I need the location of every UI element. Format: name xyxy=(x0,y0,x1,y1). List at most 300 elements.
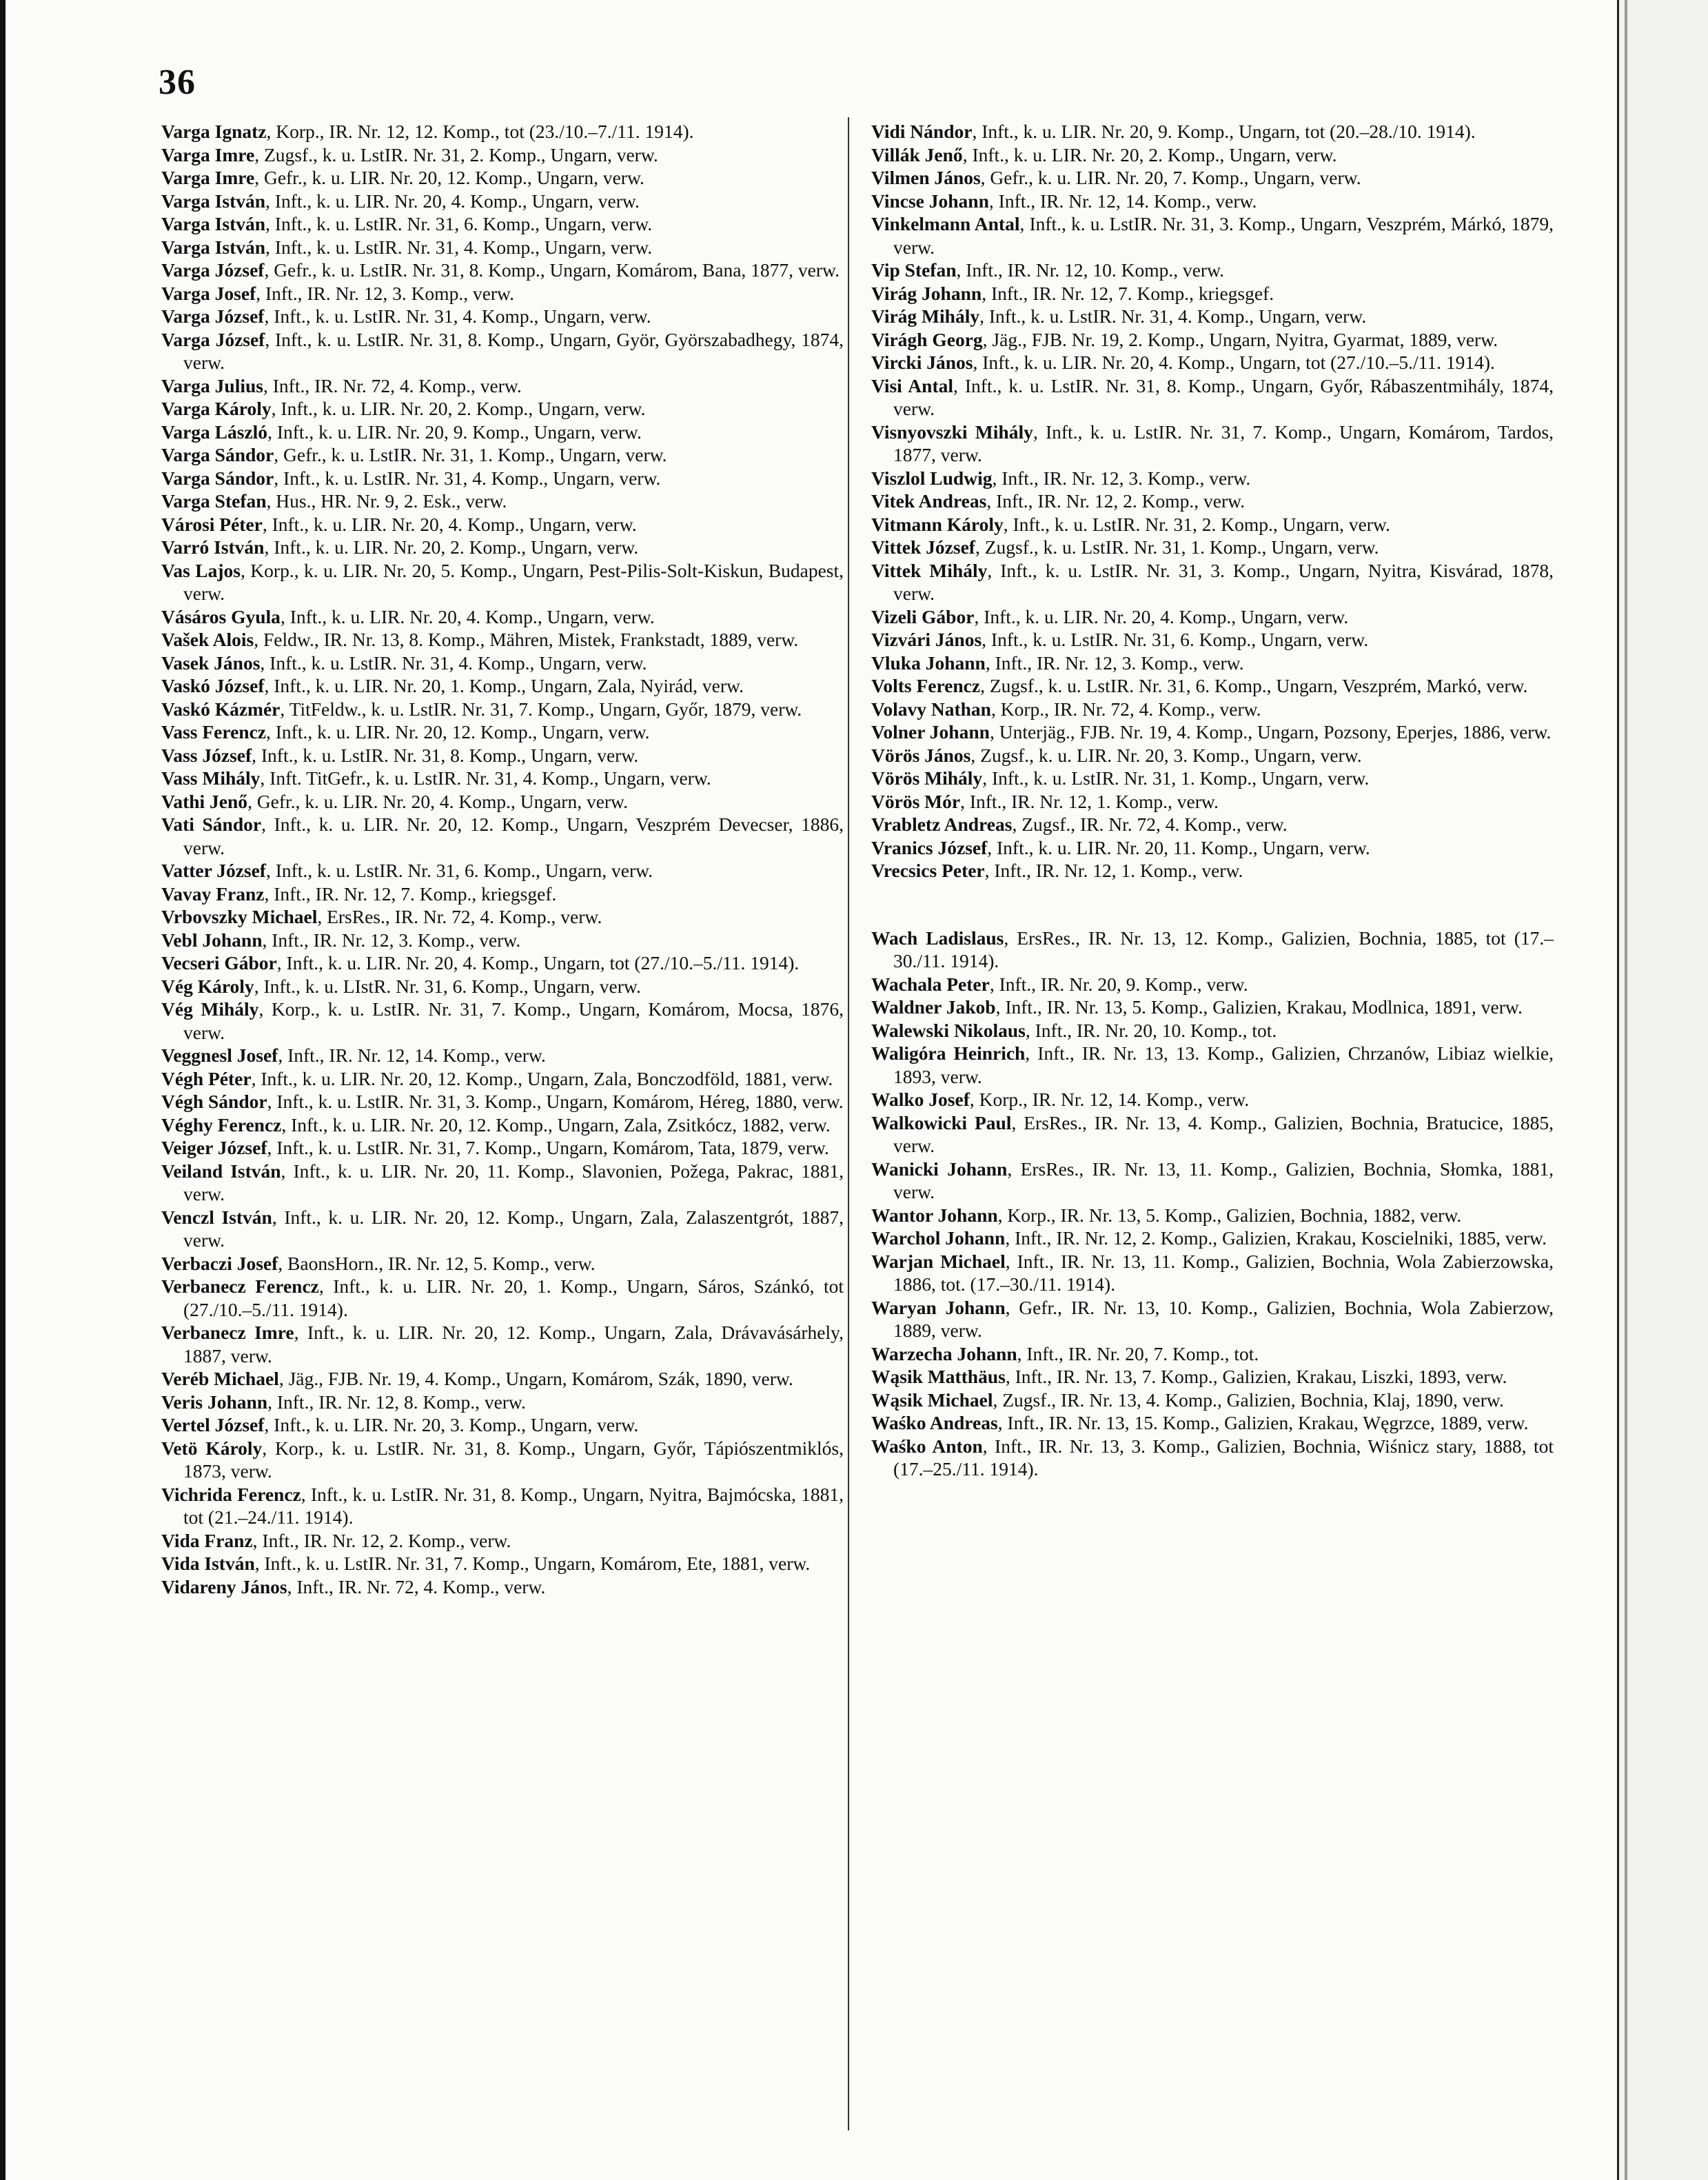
entry-details: , Korp., k. u. LstIR. Nr. 31, 8. Komp., Ungarn, Győr, Tápiószentmiklós, 1873, verw. xyxy=(183,1437,844,1482)
column-divider xyxy=(848,117,849,2130)
register-entry xyxy=(871,559,1554,605)
entry-details: , Korp., IR. Nr. 12, 14. Komp., verw. xyxy=(969,1089,1250,1110)
entry-name: Vathi Jenő xyxy=(161,790,248,812)
register-entry xyxy=(161,951,844,975)
entry-name: Vittek József xyxy=(871,536,975,558)
entry-details: , Korp., k. u. LstIR. Nr. 31, 7. Komp., Ungarn, Komárom, Mocsa, 1876, verw. xyxy=(183,998,844,1043)
entry-name: Vörös Mór xyxy=(871,790,961,812)
register-entry xyxy=(161,467,844,490)
register-entry xyxy=(161,1391,844,1414)
entry-name: Vrecsics Peter xyxy=(871,860,985,881)
entry-details: , Inft., IR. Nr. 20, 10. Komp., tot. xyxy=(1025,1019,1277,1041)
register-entry xyxy=(161,559,844,605)
register-entry xyxy=(161,767,844,790)
entry-details: , Inft., IR. Nr. 12, 7. Komp., kriegsgef. xyxy=(982,282,1274,304)
entry-details: , Zugsf., k. u. LstIR. Nr. 31, 1. Komp., Ungarn, verw. xyxy=(975,536,1379,558)
register-entry xyxy=(871,1042,1554,1088)
entry-name: Waśko Andreas xyxy=(871,1412,998,1433)
register-entry xyxy=(871,374,1554,421)
entry-details: , Gefr., k. u. LIR. Nr. 20, 7. Komp., Ungarn, verw. xyxy=(980,167,1361,188)
entry-details: , Zugsf., IR. Nr. 72, 4. Komp., verw. xyxy=(1012,814,1288,835)
entry-details: , Inft., k. u. LIR. Nr. 20, 1. Komp., Ungarn, Sáros, Szánkó, tot (27./10.–5./11. 1914). xyxy=(183,1275,844,1320)
entry-name: Waldner Jakob xyxy=(871,996,996,1018)
entry-details: , Inft., IR. Nr. 12, 3. Komp., verw. xyxy=(256,282,515,304)
register-entry xyxy=(161,1090,844,1113)
register-entry xyxy=(871,1111,1554,1158)
entry-name: Vetö Károly xyxy=(161,1437,263,1459)
entry-details: , Unterjäg., FJB. Nr. 19, 4. Komp., Ungarn, Pozsony, Eperjes, 1886, verw. xyxy=(989,721,1552,743)
entry-name: Walko Josef xyxy=(871,1089,970,1110)
register-entry xyxy=(161,859,844,882)
register-entry xyxy=(161,374,844,398)
entry-details: , Inft., IR. Nr. 12, 3. Komp., verw. xyxy=(985,652,1244,674)
entry-details: , Inft., k. u. LIstR. Nr. 31, 6. Komp., Ungarn, verw. xyxy=(254,975,641,997)
entry-name: Varga István xyxy=(161,213,266,234)
entry-name: Vrabletz Andreas xyxy=(871,814,1013,835)
entry-name: Vittek Mihály xyxy=(871,559,988,581)
register-entry xyxy=(871,421,1554,467)
entry-details: , Hus., HR. Nr. 9, 2. Esk., verw. xyxy=(266,490,507,512)
entry-details: , Inft., IR. Nr. 12, 10. Komp., verw. xyxy=(956,259,1225,281)
entry-details: , Inft., IR. Nr. 13, 3. Komp., Galizien, Bochnia, Wiśnicz stary, 1888, tot (17.–25./11. 1914). xyxy=(893,1435,1554,1480)
entry-name: Volts Ferencz xyxy=(871,675,981,696)
register-entry xyxy=(871,328,1554,352)
entry-name: Vitek Andreas xyxy=(871,490,987,512)
section-gap xyxy=(871,882,1554,927)
entry-details: , Inft., k. u. LstIR. Nr. 31, 2. Komp., Ungarn, verw. xyxy=(1003,513,1390,535)
entry-details: , Zugsf., IR. Nr. 13, 4. Komp., Galizien, Bochnia, Klaj, 1890, verw. xyxy=(993,1389,1504,1411)
entry-name: Vatter József xyxy=(161,860,266,881)
register-entry xyxy=(871,628,1554,652)
register-entry xyxy=(161,143,844,167)
register-entry xyxy=(161,628,844,652)
entry-name: Vati Sándor xyxy=(161,814,262,835)
register-entry xyxy=(161,1575,844,1599)
register-entry xyxy=(871,767,1554,790)
entry-name: Városi Péter xyxy=(161,513,263,535)
entry-name: Vip Stefan xyxy=(871,259,957,281)
entry-details: , Inft., k. u. LstIR. Nr. 31, 7. Komp., Ungarn, Komárom, Tardos, 1877, verw. xyxy=(893,421,1554,465)
entry-name: Walewski Nikolaus xyxy=(871,1019,1026,1041)
register-entry xyxy=(871,513,1554,536)
register-entry xyxy=(161,397,844,421)
entry-name: Wach Ladislaus xyxy=(871,927,1004,949)
register-entry xyxy=(161,1252,844,1275)
entry-details: , Inft., IR. Nr. 12, 2. Komp., verw. xyxy=(252,1529,511,1551)
entry-name: Visnyovszki Mihály xyxy=(871,421,1033,443)
register-entry xyxy=(871,859,1554,882)
register-entry xyxy=(871,1296,1554,1342)
register-entry xyxy=(871,282,1554,305)
entry-details: , Inft., k. u. LIR. Nr. 20, 12. Komp., Ungarn, Zala, Zsitkócz, 1882, verw. xyxy=(281,1113,831,1136)
entry-details: , Inft., IR. Nr. 12, 3. Komp., verw. xyxy=(992,467,1251,489)
entry-details: , Inft., k. u. LIR. Nr. 20, 1. Komp., Ungarn, Zala, Nyirád, verw. xyxy=(264,675,744,696)
register-entry xyxy=(161,166,844,190)
entry-details: , Inft., IR. Nr. 12, 7. Komp., kriegsgef. xyxy=(264,882,557,905)
register-entry xyxy=(161,1206,844,1252)
entry-details: , Inft., k. u. LstIR. Nr. 31, 3. Komp., Ungarn, Veszprém, Márkó, 1879, verw. xyxy=(893,213,1554,258)
entry-name: Veiland István xyxy=(161,1160,281,1182)
entry-name: Wąsik Matthäus xyxy=(871,1366,1006,1387)
entry-name: Virágh Georg xyxy=(871,328,983,350)
entry-name: Vranics József xyxy=(871,836,988,858)
register-entry xyxy=(871,1250,1554,1296)
register-entry xyxy=(161,1160,844,1206)
entry-name: Vizvári János xyxy=(871,629,982,650)
entry-details: , Inft., k. u. LIR. Nr. 20, 2. Komp., Ungarn, verw. xyxy=(271,398,646,419)
entry-details: , Inft., k. u. LIR. Nr. 20, 4. Komp., Ungarn, tot (27./10.–5./11. 1914). xyxy=(973,352,1495,373)
entry-name: Vidareny János xyxy=(161,1575,287,1597)
entry-name: Vida Franz xyxy=(161,1529,253,1551)
register-entry xyxy=(161,236,844,259)
entry-name: Vas Lajos xyxy=(161,559,241,581)
entry-details: , Inft., IR. Nr. 12, 14. Komp., verw. xyxy=(988,190,1257,212)
register-entry xyxy=(871,698,1554,721)
register-entry xyxy=(871,836,1554,860)
entry-name: Waśko Anton xyxy=(871,1435,983,1457)
entry-name: Vebl Johann xyxy=(161,929,263,951)
entry-details: , Inft., k. u. LstIR. Nr. 31, 4. Komp., Ungarn, verw. xyxy=(265,236,653,258)
scan-edge-line xyxy=(1625,0,1627,2180)
entry-details: , BaonsHorn., IR. Nr. 12, 5. Komp., verw. xyxy=(278,1252,596,1274)
entry-name: Varga Imre xyxy=(161,143,255,165)
entry-details: , Gefr., IR. Nr. 13, 10. Komp., Galizien, Bochnia, Wola Zabierzow, 1889, verw. xyxy=(893,1296,1554,1341)
register-entry xyxy=(161,1529,844,1553)
entry-details: , Inft., IR. Nr. 20, 7. Komp., tot. xyxy=(1017,1342,1259,1364)
entry-details: , Inft., k. u. LIR. Nr. 20, 12. Komp., Ungarn, Zala, Zalaszentgrót, 1887, verw. xyxy=(183,1206,844,1251)
entry-name: Wachala Peter xyxy=(871,973,990,995)
entry-details: , Inft., IR. Nr. 12, 14. Komp., verw. xyxy=(278,1044,546,1066)
entry-details: , Inft., IR. Nr. 13, 7. Komp., Galizien, Krakau, Liszki, 1893, verw. xyxy=(1005,1366,1507,1387)
register-entry xyxy=(871,1227,1554,1250)
register-entry xyxy=(161,212,844,236)
register-entry xyxy=(161,1113,844,1137)
entry-name: Vass József xyxy=(161,744,252,766)
entry-details: , Inft., k. u. LIR. Nr. 20, 12. Komp., Ungarn, Veszprém Devecser, 1886, verw. xyxy=(183,814,844,858)
register-entry xyxy=(161,744,844,767)
entry-name: Vidi Nándor xyxy=(871,121,973,142)
register-entry xyxy=(871,790,1554,814)
register-entry xyxy=(161,975,844,998)
entry-details: , Inft., k. u. LstIR. Nr. 31, 8. Komp., Ungarn, verw. xyxy=(252,744,639,766)
entry-details: , Jäg., FJB. Nr. 19, 2. Komp., Ungarn, Nyitra, Gyarmat, 1889, verw. xyxy=(982,328,1498,350)
entry-details: , TitFeldw., k. u. LstIR. Nr. 31, 7. Komp., Ungarn, Győr, 1879, verw. xyxy=(280,698,802,720)
entry-details: , Inft., IR. Nr. 13, 5. Komp., Galizien, Krakau, Modlnica, 1891, verw. xyxy=(995,996,1523,1018)
entry-details: , Inft., IR. Nr. 13, 11. Komp., Galizien, Bochnia, Wola Zabierzowska, 1886, tot. (17.–30./11. 1914). xyxy=(893,1250,1554,1295)
register-entry xyxy=(871,996,1554,1019)
register-entry xyxy=(161,513,844,536)
entry-details: , Inft., IR. Nr. 12, 2. Komp., verw. xyxy=(986,490,1246,512)
right-column xyxy=(871,120,1554,1481)
entry-details: , Inft., k. u. LIR. Nr. 20, 9. Komp., Ungarn, tot (20.–28./10. 1914). xyxy=(972,121,1476,142)
register-entry xyxy=(871,536,1554,559)
entry-name: Varga Josef xyxy=(161,282,256,304)
register-entry xyxy=(161,1413,844,1437)
entry-name: Vinkelmann Antal xyxy=(871,213,1020,234)
entry-details: , Inft., IR. Nr. 20, 9. Komp., verw. xyxy=(989,973,1248,995)
entry-name: Wantor Johann xyxy=(871,1204,998,1226)
entry-name: Verbanecz Ferencz xyxy=(161,1275,319,1297)
entry-name: Varga Imre xyxy=(161,167,255,188)
entry-details: , Inft., k. u. LIR. Nr. 20, 3. Komp., Ungarn, verw. xyxy=(264,1414,639,1435)
entry-details: , Inft., k. u. LstIR. Nr. 31, 7. Komp., Ungarn, Komárom, Ete, 1881, verw. xyxy=(254,1553,811,1574)
entry-name: Vavay Franz xyxy=(161,882,265,905)
entry-name: Varga István xyxy=(161,236,266,258)
entry-details: , Inft., k. u. LIR. Nr. 20, 12. Komp., Ungarn, Zala, Drávavásárhely, 1887, verw. xyxy=(183,1322,844,1366)
entry-name: Warzecha Johann xyxy=(871,1342,1017,1364)
entry-details: , Inft., k. u. LstIR. Nr. 31, 8. Komp., Ungarn, Győr, Rábaszentmihály, 1874, verw. xyxy=(893,374,1554,419)
entry-details: , Inft., k. u. LstIR. Nr. 31, 6. Komp., Ungarn, verw. xyxy=(265,213,653,234)
page-number: 36 xyxy=(159,63,196,102)
entry-details: , Inft., IR. Nr. 12, 1. Komp., verw. xyxy=(960,790,1219,812)
entry-details: , Inft., IR. Nr. 13, 13. Komp., Galizien, Chrzanów, Libiaz wielkie, 1893, verw. xyxy=(893,1042,1554,1087)
register-entry xyxy=(161,1136,844,1160)
entry-name: Waryan Johann xyxy=(871,1296,1006,1318)
register-entry xyxy=(161,882,844,906)
register-entry xyxy=(161,929,844,952)
register-entry xyxy=(871,120,1554,143)
entry-name: Virág Mihály xyxy=(871,305,980,327)
entry-details: , Inft., IR. Nr. 12, 3. Komp., verw. xyxy=(262,929,521,951)
register-entry xyxy=(161,259,844,282)
register-entry xyxy=(871,1158,1554,1204)
register-entry xyxy=(161,1437,844,1483)
entry-name: Verbanecz Imre xyxy=(161,1322,294,1343)
entry-name: Vrbovszky Michael xyxy=(161,906,318,927)
entry-name: Vörös János xyxy=(871,744,971,766)
entry-details: , Gefr., k. u. LIR. Nr. 20, 12. Komp., Ungarn, verw. xyxy=(254,167,644,188)
register-entry xyxy=(871,927,1554,973)
entry-details: , Inft., k. u. LIR. Nr. 20, 4. Komp., Ungarn, verw. xyxy=(280,605,655,627)
entry-name: Vecseri Gábor xyxy=(161,952,277,973)
entry-name: Warchol Johann xyxy=(871,1227,1006,1249)
entry-details: , Inft., k. u. LstIR. Nr. 31, 6. Komp., Ungarn, verw. xyxy=(265,860,653,881)
entry-details: , ErsRes., IR. Nr. 13, 12. Komp., Galizien, Bochnia, 1885, tot (17.–30./11. 1914). xyxy=(893,927,1554,971)
entry-name: Vaskó Kázmér xyxy=(161,698,281,720)
entry-name: Varga István xyxy=(161,190,266,212)
register-entry xyxy=(161,998,844,1044)
register-entry xyxy=(161,790,844,814)
register-entry xyxy=(871,605,1554,629)
entry-name: Varga Sándor xyxy=(161,444,274,465)
entry-name: Vörös Mihály xyxy=(871,767,983,789)
register-entry xyxy=(871,720,1554,744)
entry-details: , Korp., k. u. LIR. Nr. 20, 5. Komp., Ungarn, Pest-Pilis-Solt-Kiskun, Budapest, verw. xyxy=(183,559,844,604)
register-entry xyxy=(161,443,844,467)
entry-name: Volavy Nathan xyxy=(871,698,991,720)
entry-name: Warjan Michael xyxy=(871,1250,1006,1272)
entry-details: , Inft., k. u. LstIR. Nr. 31, 8. Komp., Ungarn, Györ, Györszabadhegy, 1874, verw. xyxy=(183,328,844,373)
entry-details: , Gefr., k. u. LIR. Nr. 20, 4. Komp., Ungarn, verw. xyxy=(247,790,629,812)
entry-details: , Inft., k. u. LIR. Nr. 20, 9. Komp., Ungarn, verw. xyxy=(267,421,642,443)
entry-name: Vizeli Gábor xyxy=(871,605,975,627)
register-entry xyxy=(871,1204,1554,1227)
entry-details: , Inft., k. u. LstIR. Nr. 31, 7. Komp., Ungarn, Komárom, Tata, 1879, verw. xyxy=(267,1137,829,1158)
entry-name: Vašek Alois xyxy=(161,629,254,650)
entry-name: Vitmann Károly xyxy=(871,513,1004,535)
entry-details: , Inft., k. u. LIR. Nr. 20, 2. Komp., Ungarn, verw. xyxy=(264,536,639,558)
entry-name: Varga József xyxy=(161,259,265,281)
register-entry xyxy=(161,1367,844,1391)
entry-details: , Inft., IR. Nr. 72, 4. Komp., verw. xyxy=(287,1575,546,1597)
entry-name: Verbaczi Josef xyxy=(161,1252,278,1274)
entry-name: Vida István xyxy=(161,1553,255,1574)
entry-details: , Inft., k. u. LstIR. Nr. 31, 6. Komp., Ungarn, verw. xyxy=(982,629,1369,650)
entry-details: , Korp., IR. Nr. 12, 12. Komp., tot (23./10.–7./11. 1914). xyxy=(266,121,694,142)
register-entry xyxy=(161,905,844,929)
entry-details: , Inft., k. u. LstIR. Nr. 31, 4. Komp., Ungarn, verw. xyxy=(264,305,651,327)
entry-name: Vass Ferencz xyxy=(161,721,266,743)
entry-name: Vég Károly xyxy=(161,975,254,997)
document-page xyxy=(6,0,1617,2180)
entry-name: Veggnesl Josef xyxy=(161,1044,278,1066)
register-entry xyxy=(871,467,1554,490)
entry-details: , Korp., IR. Nr. 72, 4. Komp., verw. xyxy=(990,698,1261,720)
register-entry xyxy=(161,282,844,305)
register-entry xyxy=(161,190,844,213)
entry-details: , Inft., k. u. LIR. Nr. 20, 12. Komp., Ungarn, Zala, Bonczodföld, 1881, verw. xyxy=(251,1067,833,1089)
entry-details: , Inft., k. u. LstIR. Nr. 31, 4. Komp., Ungarn, verw. xyxy=(274,467,661,489)
entry-details: , Jäg., FJB. Nr. 19, 4. Komp., Ungarn, Komárom, Szák, 1890, verw. xyxy=(278,1368,793,1389)
entry-details: , Inft., k. u. LstIR. Nr. 31, 4. Komp., Ungarn, verw. xyxy=(260,652,647,674)
register-entry xyxy=(871,490,1554,513)
entry-name: Walkowicki Paul xyxy=(871,1111,1012,1133)
entry-name: Varga Stefan xyxy=(161,490,267,512)
register-entry xyxy=(871,1389,1554,1412)
register-entry xyxy=(871,212,1554,259)
entry-details: , Inft., k. u. LIR. Nr. 20, 11. Komp., Slavonien, Požega, Pakrac, 1881, verw. xyxy=(183,1160,844,1204)
register-entry xyxy=(161,490,844,513)
entry-name: Villák Jenő xyxy=(871,143,963,165)
entry-name: Waligóra Heinrich xyxy=(871,1042,1026,1064)
register-entry xyxy=(871,1435,1554,1481)
entry-details: , Inft., k. u. LstIR. Nr. 31, 8. Komp., Ungarn, Nyitra, Bajmócska, 1881, tot (21.–24./11. 1914). xyxy=(183,1483,844,1528)
entry-name: Varró István xyxy=(161,536,265,558)
register-entry xyxy=(161,536,844,559)
entry-name: Végh Sándor xyxy=(161,1091,267,1112)
entry-name: Viszlol Ludwig xyxy=(871,467,993,489)
register-entry xyxy=(871,259,1554,282)
entry-details: , Inft., k. u. LstIR. Nr. 31, 1. Komp., Ungarn, verw. xyxy=(982,767,1370,789)
entry-name: Volner Johann xyxy=(871,721,990,743)
entry-details: , Inft., k. u. LIR. Nr. 20, 4. Komp., Ungarn, tot (27./10.–5./11. 1914). xyxy=(276,952,800,973)
entry-details: , ErsRes., IR. Nr. 13, 11. Komp., Galizien, Bochnia, Słomka, 1881, verw. xyxy=(893,1158,1554,1202)
register-entry xyxy=(871,190,1554,213)
register-entry xyxy=(871,744,1554,767)
entry-name: Vasek János xyxy=(161,652,261,674)
entry-details: , Inft. TitGefr., k. u. LstIR. Nr. 31, 4. Komp., Ungarn, verw. xyxy=(260,767,711,789)
register-entry xyxy=(161,674,844,698)
entry-name: Vilmen János xyxy=(871,167,981,188)
register-entry xyxy=(871,351,1554,374)
register-entry xyxy=(161,813,844,859)
entry-name: Végh Péter xyxy=(161,1067,252,1089)
entry-details: , Inft., IR. Nr. 72, 4. Komp., verw. xyxy=(263,374,522,396)
entry-name: Veiger József xyxy=(161,1137,267,1158)
register-entry xyxy=(871,1342,1554,1366)
entry-details: , Inft., k. u. LIR. Nr. 20, 4. Komp., Ungarn, verw. xyxy=(974,605,1349,627)
register-entry xyxy=(871,166,1554,190)
entry-details: , Inft., k. u. LIR. Nr. 20, 4. Komp., Ungarn, verw. xyxy=(265,190,640,212)
entry-name: Varga Julius xyxy=(161,374,263,396)
register-entry xyxy=(871,305,1554,328)
entry-details: , Inft., k. u. LIR. Nr. 20, 11. Komp., Ungarn, verw. xyxy=(987,836,1370,858)
entry-name: Veris Johann xyxy=(161,1391,268,1413)
entry-name: Varga József xyxy=(161,305,265,327)
register-entry xyxy=(871,973,1554,996)
scan-edge xyxy=(1617,0,1708,2180)
register-entry xyxy=(871,1411,1554,1435)
entry-name: Vaskó József xyxy=(161,675,265,696)
register-entry xyxy=(161,652,844,675)
register-entry xyxy=(161,698,844,721)
register-entry xyxy=(161,421,844,444)
entry-details: , Inft., IR. Nr. 12, 8. Komp., verw. xyxy=(267,1391,526,1413)
entry-details: , ErsRes., IR. Nr. 13, 4. Komp., Galizien, Bochnia, Bratucice, 1885, verw. xyxy=(893,1111,1554,1156)
entry-details: , Feldw., IR. Nr. 13, 8. Komp., Mähren, Mistek, Frankstadt, 1889, verw. xyxy=(254,629,799,650)
entry-details: , Inft., k. u. LstIR. Nr. 31, 3. Komp., Ungarn, Nyitra, Kisvárad, 1878, verw. xyxy=(893,559,1554,604)
register-entry xyxy=(871,1088,1554,1111)
entry-details: , Zugsf., k. u. LstIR. Nr. 31, 6. Komp., Ungarn, Veszprém, Markó, verw. xyxy=(980,675,1528,696)
entry-name: Vass Mihály xyxy=(161,767,261,789)
entry-name: Vluka Johann xyxy=(871,652,986,674)
entry-details: , Zugsf., k. u. LstIR. Nr. 31, 2. Komp., Ungarn, verw. xyxy=(254,143,658,165)
entry-details: , Inft., k. u. LIR. Nr. 20, 2. Komp., Ungarn, verw. xyxy=(962,143,1337,165)
entry-details: , Inft., k. u. LstIR. Nr. 31, 4. Komp., Ungarn, verw. xyxy=(979,305,1367,327)
entry-name: Varga Károly xyxy=(161,398,272,419)
register-entry xyxy=(161,1044,844,1067)
entry-name: Varga Sándor xyxy=(161,467,274,489)
register-entry xyxy=(161,720,844,744)
entry-name: Varga József xyxy=(161,328,265,350)
entry-name: Vertel József xyxy=(161,1414,265,1435)
entry-name: Varga Ignatz xyxy=(161,121,267,142)
register-entry xyxy=(161,605,844,629)
entry-details: , Inft., k. u. LIR. Nr. 20, 4. Komp., Ungarn, verw. xyxy=(262,513,637,535)
entry-name: Vichrida Ferencz xyxy=(161,1483,301,1505)
register-entry xyxy=(871,674,1554,698)
entry-name: Vincse Johann xyxy=(871,190,989,212)
register-entry xyxy=(871,652,1554,675)
register-entry xyxy=(161,1483,844,1529)
register-entry xyxy=(871,1365,1554,1389)
entry-details: , Gefr., k. u. LstIR. Nr. 31, 8. Komp., Ungarn, Komárom, Bana, 1877, verw. xyxy=(264,259,840,281)
entry-name: Veréb Michael xyxy=(161,1368,279,1389)
register-entry xyxy=(161,120,844,143)
register-entry xyxy=(871,1019,1554,1042)
entry-details: , Inft., k. u. LstIR. Nr. 31, 3. Komp., Ungarn, Komárom, Héreg, 1880, verw. xyxy=(267,1091,844,1112)
entry-details: , Inft., k. u. LIR. Nr. 20, 12. Komp., Ungarn, verw. xyxy=(266,721,650,743)
entry-name: Virág Johann xyxy=(871,282,982,304)
entry-name: Venczl István xyxy=(161,1206,272,1228)
entry-details: , Korp., IR. Nr. 13, 5. Komp., Galizien, Bochnia, 1882, verw. xyxy=(997,1204,1462,1226)
entry-name: Visi Antal xyxy=(871,374,954,396)
register-entry xyxy=(161,328,844,374)
entry-name: Vég Mihály xyxy=(161,998,259,1020)
entry-details: , Gefr., k. u. LstIR. Nr. 31, 1. Komp., Ungarn, verw. xyxy=(274,444,667,465)
register-entry xyxy=(161,1067,844,1091)
entry-name: Vásáros Gyula xyxy=(161,605,281,627)
entry-details: , Inft., IR. Nr. 12, 1. Komp., verw. xyxy=(984,860,1243,881)
entry-name: Véghy Ferencz xyxy=(161,1113,282,1136)
entry-details: , Zugsf., k. u. LIR. Nr. 20, 3. Komp., Ungarn, verw. xyxy=(970,744,1362,766)
register-entry xyxy=(871,813,1554,836)
entry-details: , ErsRes., IR. Nr. 72, 4. Komp., verw. xyxy=(317,906,602,927)
entry-name: Vircki János xyxy=(871,352,973,373)
entry-name: Wanicki Johann xyxy=(871,1158,1008,1180)
entry-details: , Inft., IR. Nr. 13, 15. Komp., Galizien, Krakau, Węgrzce, 1889, verw. xyxy=(997,1412,1529,1433)
register-entry xyxy=(161,1552,844,1575)
